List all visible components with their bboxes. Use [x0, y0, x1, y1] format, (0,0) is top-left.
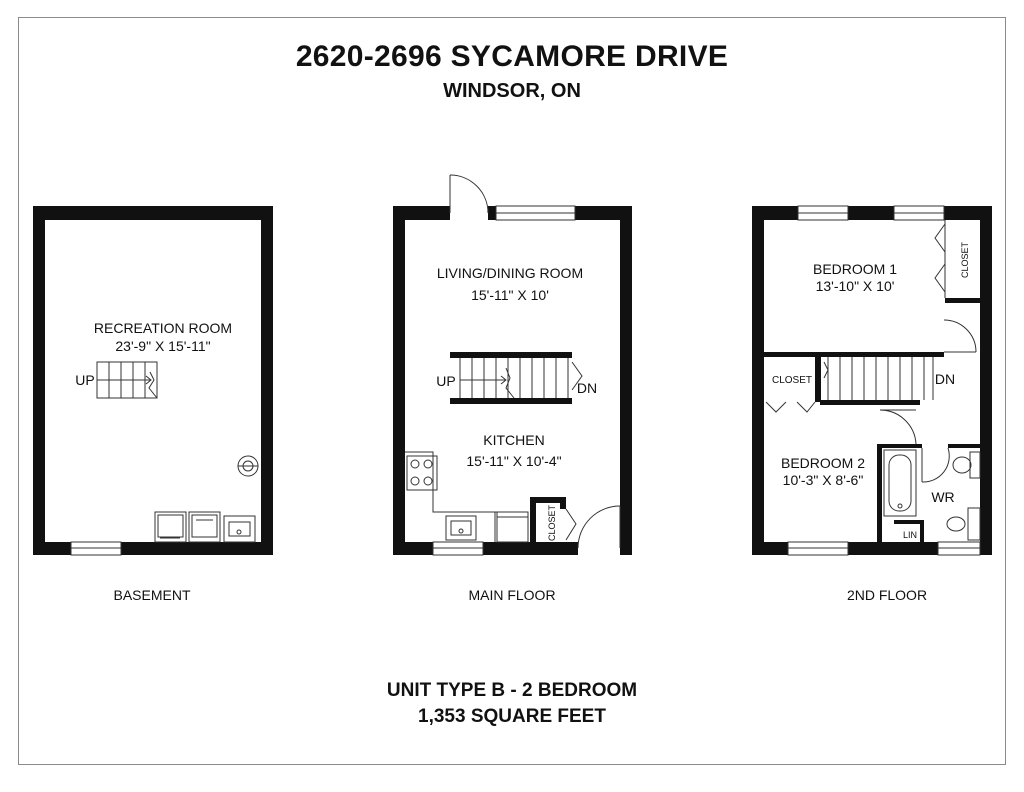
main-closet-label: CLOSET: [547, 504, 557, 542]
second-wall-right: [980, 206, 992, 555]
second-floor-plan: [752, 206, 992, 603]
room-dims-recreation: 23'-9" X 15'-11": [115, 338, 211, 354]
second-linen-label: LIN: [902, 530, 918, 540]
basement-window: [71, 542, 121, 555]
room-name-bedroom2: BEDROOM 2: [780, 455, 866, 471]
basement-dryer: [189, 512, 220, 542]
basement-wall-left: [33, 206, 45, 555]
basement-wall-bottom-right: [121, 542, 273, 555]
main-floor-plan: [393, 175, 632, 603]
basement-wall-bottom-left: [33, 542, 71, 555]
room-name-bedroom1: BEDROOM 1: [812, 261, 898, 277]
basement-stair-up-label: UP: [75, 372, 95, 388]
main-closet-wall-left: [530, 497, 536, 547]
main-wall-top-mid: [488, 206, 496, 220]
room-dims-living-dining: 15'-11" X 10': [471, 287, 549, 303]
basement-furnace: [238, 456, 258, 476]
unit-type-label: UNIT TYPE B - 2 BEDROOM: [386, 680, 638, 701]
basement-wall-right: [261, 206, 273, 555]
second-linen-wall-side: [920, 520, 924, 542]
floor-label-basement: BASEMENT: [113, 587, 191, 603]
second-bath-wall-top: [877, 444, 922, 448]
second-bathtub: [884, 450, 916, 516]
main-wall-right: [620, 206, 632, 555]
square-feet-label: 1,353 SQUARE FEET: [418, 706, 606, 727]
main-stair-down-label: DN: [576, 380, 598, 396]
second-stair-down-label: DN: [934, 371, 956, 387]
second-bath-wall-left: [877, 444, 882, 542]
floor-label-main: MAIN FLOOR: [468, 587, 556, 603]
second-closet1-wall: [945, 298, 992, 303]
main-closet-wall-right: [560, 497, 566, 509]
second-wall-left: [752, 206, 764, 555]
main-window-bottom: [433, 542, 483, 555]
second-closet2-wall: [815, 357, 821, 402]
second-stair-wall-bottom: [820, 400, 920, 405]
second-wall-bottom-1: [752, 542, 788, 555]
page-subtitle: WINDSOR, ON: [443, 80, 581, 102]
second-washroom-label: WR: [931, 489, 955, 505]
room-dims-bedroom2: 10'-3" X 8'-6": [782, 472, 864, 488]
second-closet1-doors: [935, 220, 945, 298]
main-stairs: [450, 352, 582, 404]
basement-laundry-sink: [224, 516, 255, 542]
second-closet2-label: CLOSET: [771, 375, 813, 386]
second-washroom-door: [922, 448, 949, 482]
main-wall-bottom-left: [393, 542, 433, 555]
basement-plan: [33, 206, 273, 603]
second-closet1-label: CLOSET: [960, 241, 970, 279]
second-stairs: [824, 357, 933, 400]
room-dims-kitchen: 15'-11" X 10'-4": [466, 453, 562, 469]
basement-washer: [155, 512, 186, 542]
room-name-recreation: RECREATION ROOM: [93, 320, 233, 336]
second-wall-top-2: [848, 206, 894, 220]
second-vanity: [947, 508, 980, 540]
second-linen-wall: [894, 520, 924, 524]
basement-stairs: [97, 362, 157, 398]
second-closet2-doors: [766, 402, 815, 412]
room-dims-bedroom1: 13'-10" X 10': [815, 278, 895, 294]
room-name-living-dining: LIVING/DINING ROOM: [436, 265, 584, 281]
second-bedroom2-door: [880, 410, 916, 444]
main-kitchen-sink: [446, 516, 476, 540]
main-closet-door: [566, 509, 576, 540]
main-fridge: [497, 512, 528, 542]
room-name-kitchen: KITCHEN: [483, 432, 545, 448]
second-bedroom-divider: [764, 352, 944, 357]
main-entry-door: [450, 175, 488, 213]
main-stair-up-label: UP: [436, 373, 456, 389]
main-rear-door: [578, 506, 620, 548]
second-toilet: [953, 452, 980, 478]
second-bedroom1-door: [944, 320, 976, 352]
main-window-top: [496, 206, 575, 220]
second-bath-wall-top-right: [948, 444, 982, 448]
second-wall-bottom-2: [848, 542, 938, 555]
floor-label-second: 2ND FLOOR: [846, 587, 928, 603]
page-title: 2620-2696 SYCAMORE DRIVE: [295, 40, 729, 73]
main-wall-left: [393, 206, 405, 555]
basement-wall-top: [33, 206, 273, 220]
